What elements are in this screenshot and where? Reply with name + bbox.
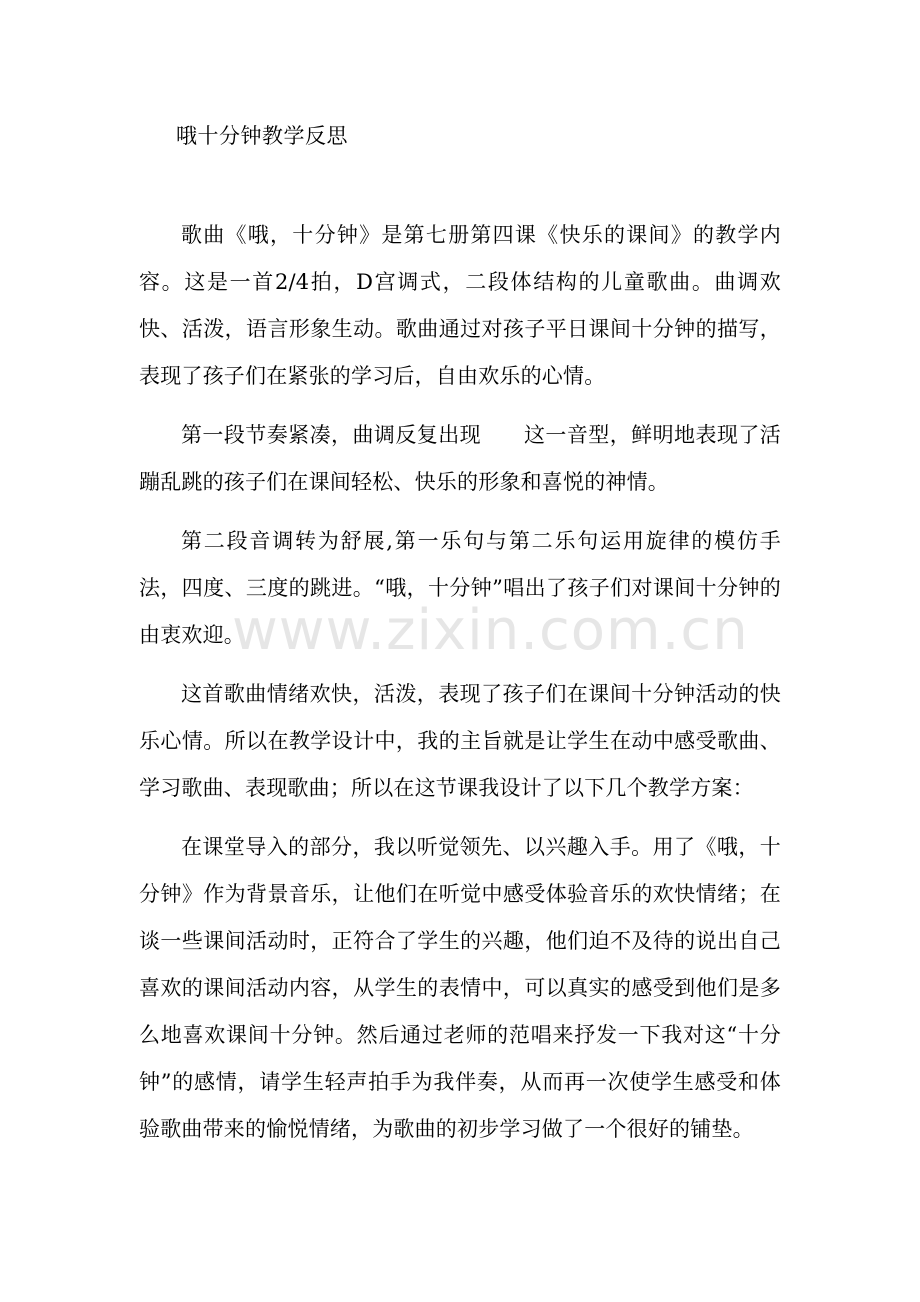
paragraph-first-section: 第一段节奏紧凑，曲调反复出现 这一音型，鲜明地表现了活蹦乱跳的孩子们在课间轻松、快乐的形象和喜悦的神情。 — [139, 423, 781, 494]
paragraph-teaching-design: 这首歌曲情绪欢快，活泼，表现了孩子们在课间十分钟活动的快乐心情。所以在教学设计中，我的主旨就是让学生在动中感受歌曲、学习歌曲、表现歌曲；所以在这节课我设计了以下几个教学方案： — [139, 682, 781, 800]
paragraph-second-section: 第二段音调转为舒展,第一乐句与第二乐句运用旋律的模仿手法，四度、三度的跳进。“哦，十分钟”唱出了孩子们对课间十分钟的由衷欢迎。 — [139, 529, 781, 647]
paragraph-intro: 歌曲《哦，十分钟》是第七册第四课《快乐的课间》的教学内容。这是一首2/4拍，D宫调式，二段体结构的儿童歌曲。曲调欢快、活泼，语言形象生动。歌曲通过对孩子平日课间十分钟的描写，表现了孩子们在紧张的学习后，自由欢乐的心情。 — [139, 223, 781, 388]
document-body — [139, 212, 781, 1165]
watermark: www.zixin.com.cn — [232, 598, 749, 663]
document-title: 哦十分钟教学反思 — [176, 124, 348, 148]
paragraph-lesson-introduction: 在课堂导入的部分，我以听觉领先、以兴趣入手。用了《哦，十分钟》作为背景音乐，让他们在听觉中感受体验音乐的欢快情绪；在谈一些课间活动时，正符合了学生的兴趣，他们迫不及待的说出自己喜欢的课间活动内容，从学生的表情中，可以真实的感受到他们是多么地喜欢课间十分钟。然后通过老师的范唱来抒发一下我对这“十分钟”的感情，请学生轻声拍手为我伴奏，从而再一次使学生感受和体验歌曲带来的愉悦情绪，为歌曲的初步学习做了一个很好的铺垫。 — [139, 835, 781, 1141]
